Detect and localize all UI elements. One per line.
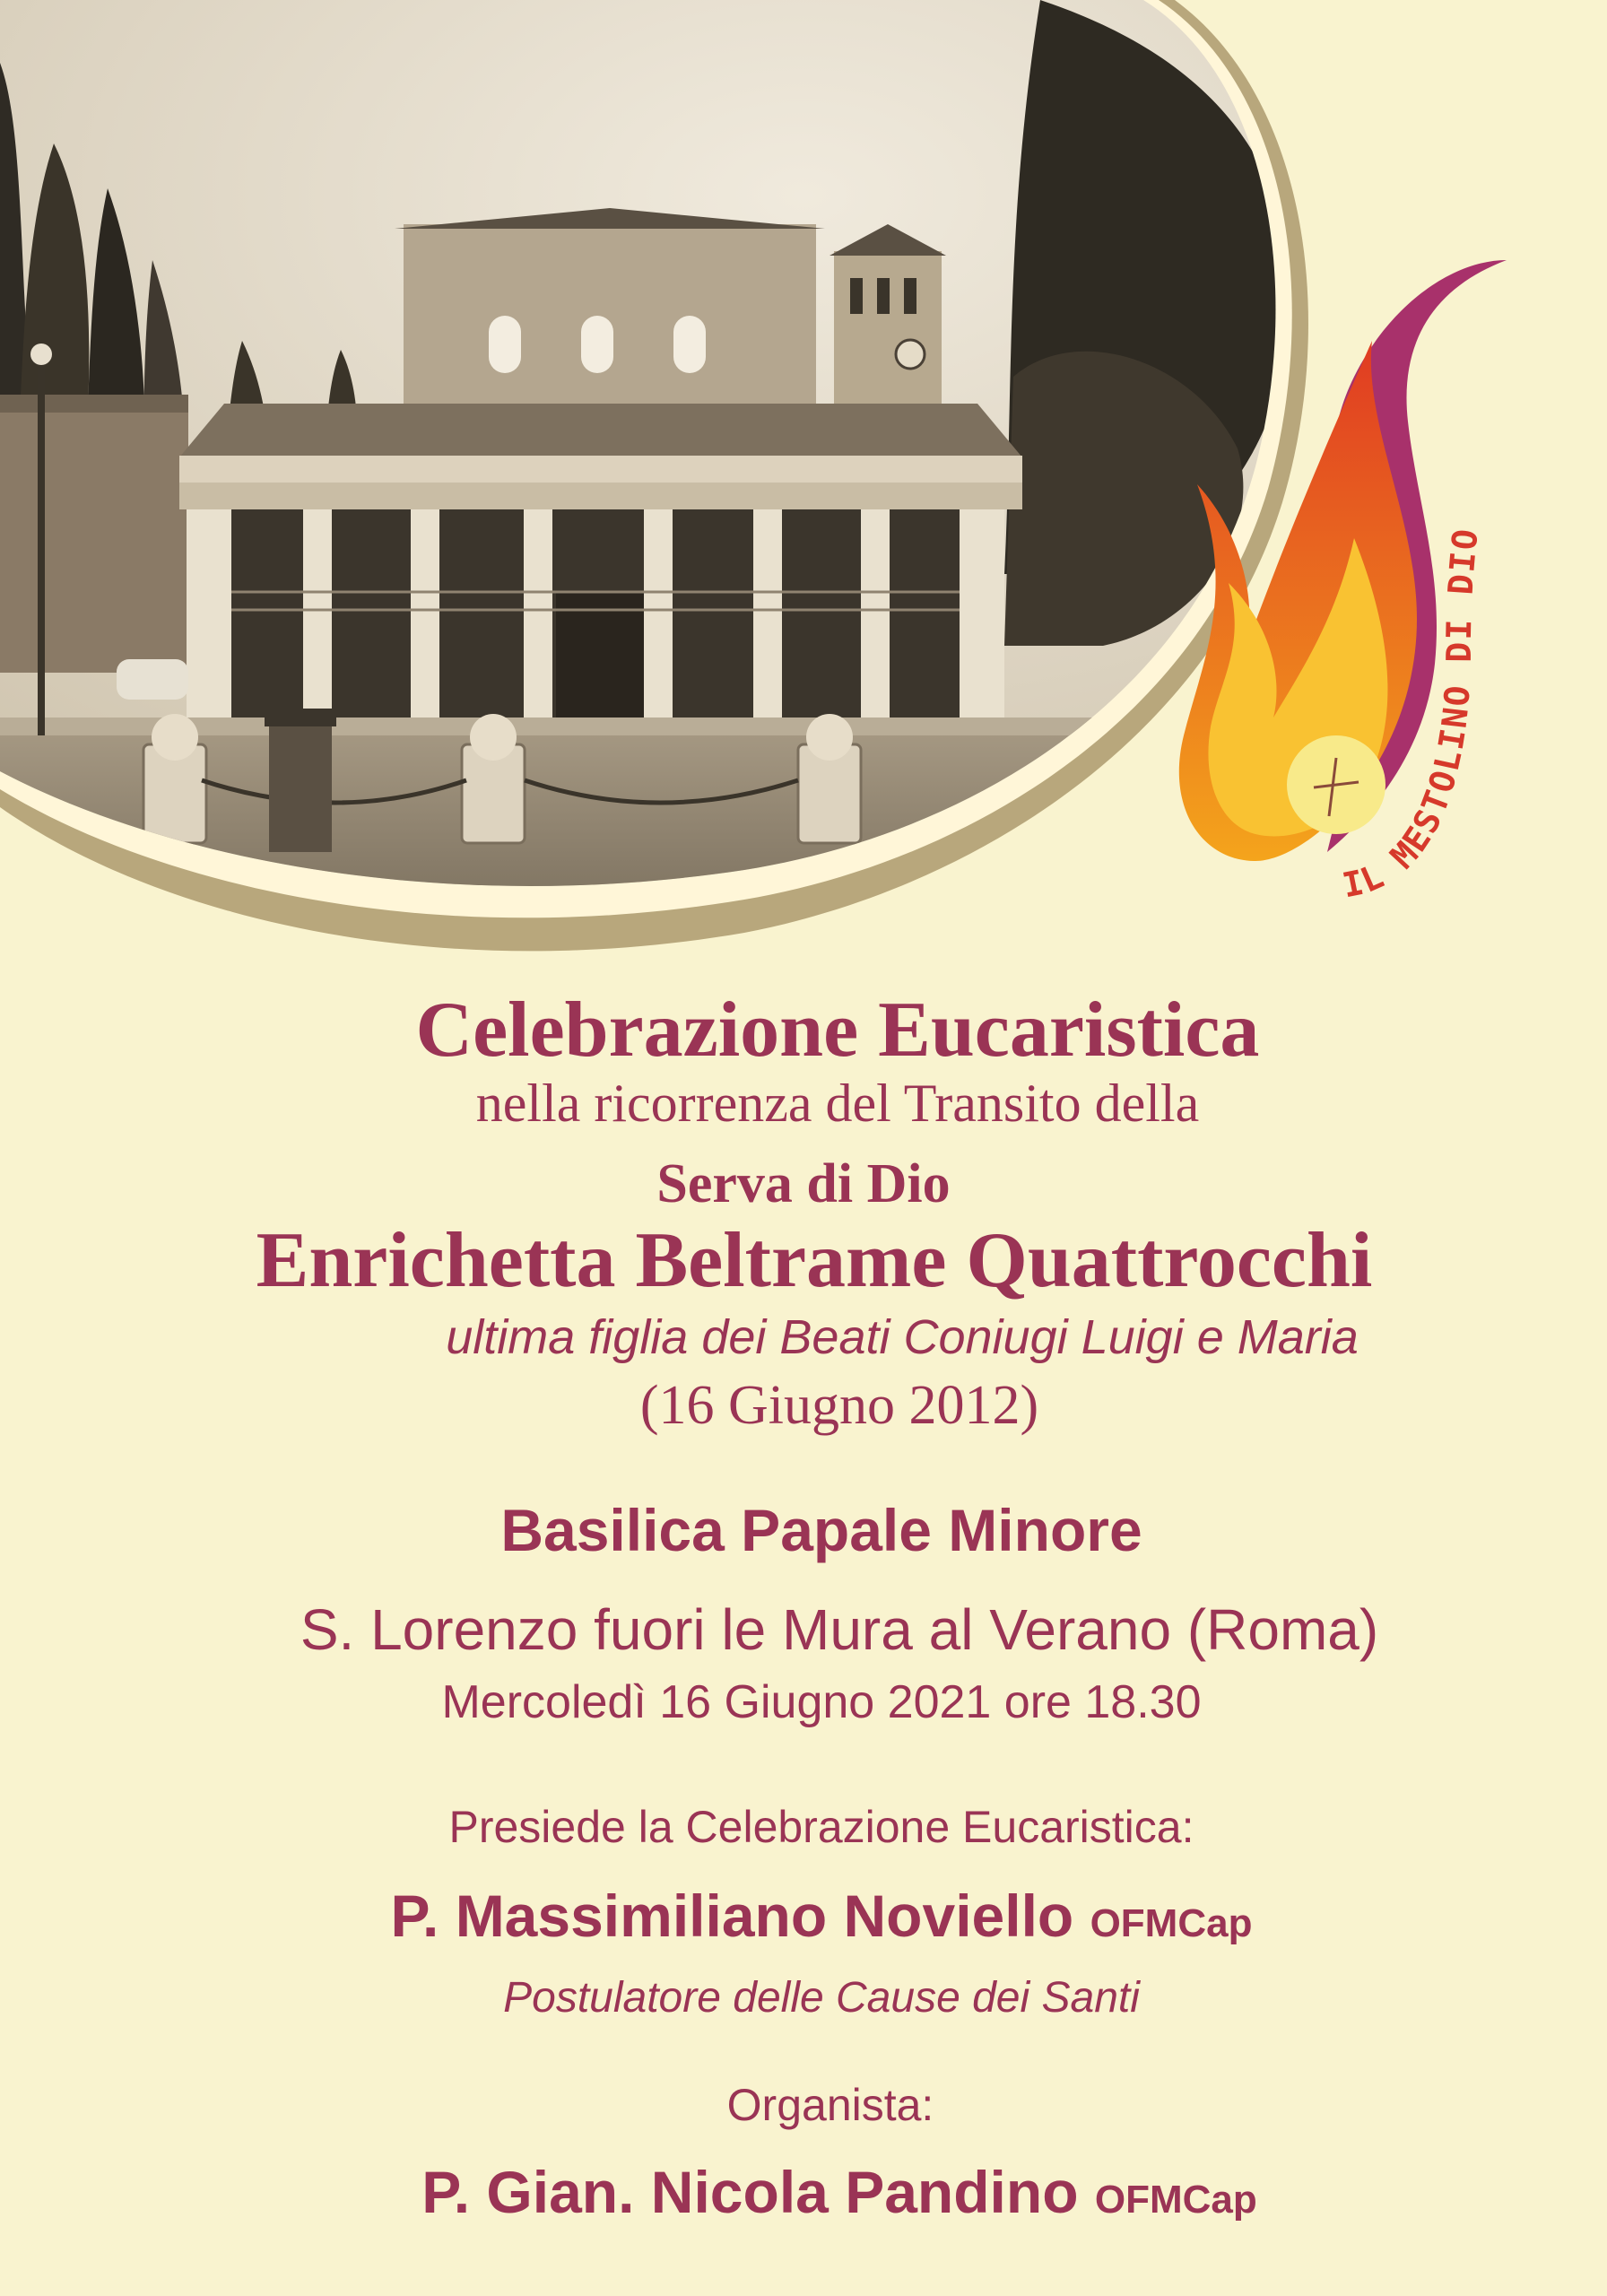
honoree-description: ultima figlia dei Beati Coniugi Luigi e Maria <box>446 1310 1359 1364</box>
event-datetime: Mercoledì 16 Giugno 2021 ore 18.30 <box>441 1676 1202 1728</box>
celebrant-name: P. Massimiliano Noviello <box>390 1883 1074 1949</box>
organist-label: Organista: <box>726 2080 934 2130</box>
celebrant-order: OFMCap <box>1090 1901 1253 1945</box>
organist-line <box>36 2158 1607 2226</box>
header-illustration <box>0 0 1607 978</box>
celebrant-line <box>18 1882 1607 1950</box>
serva-di-dio-label: Serva di Dio <box>656 1153 951 1214</box>
celebrant-label: Presiede la Celebrazione Eucaristica: <box>448 1802 1194 1852</box>
organist-order: OFMCap <box>1094 2178 1257 2222</box>
celebrant-role: Postulatore delle Cause dei Santi <box>503 1974 1140 2022</box>
venue-basilica: Basilica Papale Minore <box>500 1497 1142 1563</box>
organist-name: P. Gian. Nicola Pandino <box>421 2159 1079 2225</box>
event-subtitle: nella ricorrenza del Transito della <box>475 1074 1200 1133</box>
venue-place: S. Lorenzo fuori le Mura al Verano (Roma) <box>300 1597 1379 1662</box>
logo-text: IL MESTOLINO DI DIO <box>1339 525 1486 906</box>
honoree-name: Enrichetta Beltrame Quattrocchi <box>256 1217 1373 1304</box>
event-title: Celebrazione Eucaristica <box>415 987 1260 1074</box>
transit-date: (16 Giugno 2012) <box>639 1375 1039 1436</box>
